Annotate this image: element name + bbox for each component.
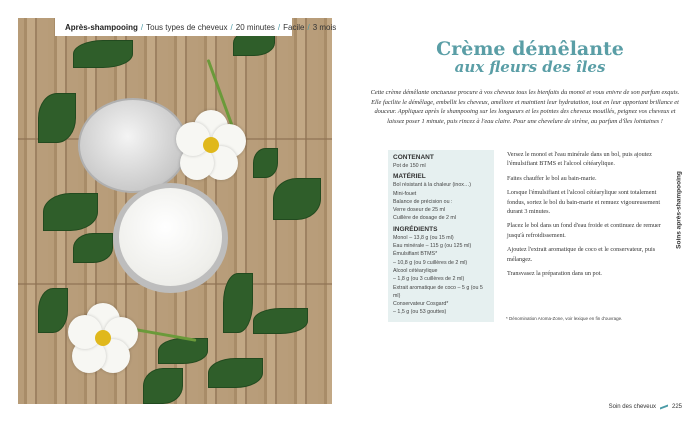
- contenant-heading: CONTENANT: [393, 154, 434, 161]
- footnote: * Dénomination Aroma-Zone, voir lexique en fin d'ouvrage.: [506, 316, 623, 321]
- recipe-tags: Après-shampooing / Tous types de cheveux / 20 minutes / Facile / 3 mois: [55, 18, 292, 36]
- white-flower: [176, 110, 246, 180]
- white-flower: [68, 303, 138, 373]
- step: Versez le monoï et l'eau minérale dans un bol, puis ajoutez l'émulsifiant BTMS et l'alcool cétéarylique.: [507, 151, 652, 168]
- tag-category: Après-shampooing: [65, 22, 138, 32]
- page-number: 225: [671, 404, 682, 410]
- leaf: [38, 288, 68, 333]
- ingredients-heading: INGRÉDIENTS: [393, 225, 438, 233]
- cream: [119, 188, 222, 286]
- leaf: [43, 193, 98, 231]
- leaf: [223, 273, 253, 333]
- materiel-item: Cuillère de dosage de 2 ml: [393, 215, 457, 222]
- footer-mark-icon: [660, 405, 668, 410]
- step: Transvasez la préparation dans un pot.: [507, 270, 602, 278]
- materiel-heading: MATÉRIEL: [393, 173, 426, 181]
- recipe-title: [360, 38, 700, 76]
- leaf: [253, 308, 308, 334]
- leaf: [273, 178, 321, 220]
- materiel-item: Mini-fouet: [393, 190, 417, 197]
- recipe-photo: [18, 18, 332, 404]
- jar-lid: [78, 98, 188, 193]
- step: Lorsque l'émulsifiant et l'alcool cétéarylique sont totalement fondus, sortez le bol du bain-marie et remuez vigoureusement durant 3 minutes.: [507, 189, 661, 216]
- tag-hair-type: Tous types de cheveux: [146, 22, 228, 32]
- ingredient-item: Extrait aromatique de coco – 5 g (ou 5 ml): [393, 284, 483, 299]
- leaf: [143, 368, 183, 404]
- leaf: [73, 40, 133, 68]
- materiel-item: Balance de précision ou :: [393, 198, 453, 205]
- step: Ajoutez l'extrait aromatique de coco et le conservateur, puis mélangez.: [507, 246, 656, 263]
- contenant-item: Pot de 150 ml: [393, 163, 426, 169]
- ingredient-item: Alcool cétéarylique: [393, 267, 438, 274]
- step: Placez le bol dans un fond d'eau froide et continuez de remuer jusqu'à refroidissement.: [507, 222, 661, 239]
- materiel-item: Verre doseur de 25 ml: [393, 207, 446, 214]
- materiel-item: Bol résistant à la chaleur (inox…): [393, 182, 472, 189]
- leaf: [253, 148, 278, 178]
- tag-time: 20 minutes: [235, 22, 275, 32]
- recipe-steps: [507, 150, 667, 283]
- leaf: [73, 233, 113, 263]
- ingredient-item: Émulsifiant BTMS*: [393, 251, 438, 258]
- leaf: [158, 338, 208, 364]
- ingredient-item: – 10,8 g (ou 9 cuillères de 2 ml): [393, 259, 468, 266]
- footer-section: Soin des cheveux: [608, 404, 656, 410]
- leaf: [38, 93, 76, 143]
- tag-difficulty: Facile: [283, 22, 305, 32]
- page-footer: [609, 404, 682, 410]
- ingredient-item: – 1,8 g (ou 3 cuillères de 2 ml): [393, 276, 465, 283]
- ingredients-box: [388, 150, 494, 322]
- ingredient-item: Conservateur Cosgard*: [393, 301, 449, 308]
- ingredient-item: – 1,5 g (ou 53 gouttes): [393, 309, 447, 316]
- title-line-1: Crème démêlante: [436, 38, 624, 60]
- tag-shelf-life: 3 mois: [312, 22, 337, 32]
- ingredient-item: Eau minérale – 115 g (ou 125 ml): [393, 243, 472, 250]
- step: Faites chauffer le bol au bain-marie.: [507, 174, 597, 182]
- ingredient-item: Monoï – 13,8 g (ou 15 ml): [393, 234, 454, 241]
- side-section-label: Soins après-shampooing: [675, 171, 683, 249]
- intro-text: Cette crème démêlante onctueuse procure à vos cheveux tous les bienfaits du monoï et vous enivre de son parfum exquis. Elle facilite le démêlage, embellit les cheveux, améliore et maintient leur hydratation, tout en leur apportant brillance et douceur. Appliquez après le shampooing sur les longueurs et les pointes des cheveux mouillés, peignez vos cheveux et laissez poser 1 minute, puis rincez à l'eau claire. Pour une chevelure de sirène, au parfum d'îles lointaines !: [370, 89, 680, 126]
- leaf: [208, 358, 263, 388]
- title-line-2: aux fleurs des îles: [454, 58, 606, 76]
